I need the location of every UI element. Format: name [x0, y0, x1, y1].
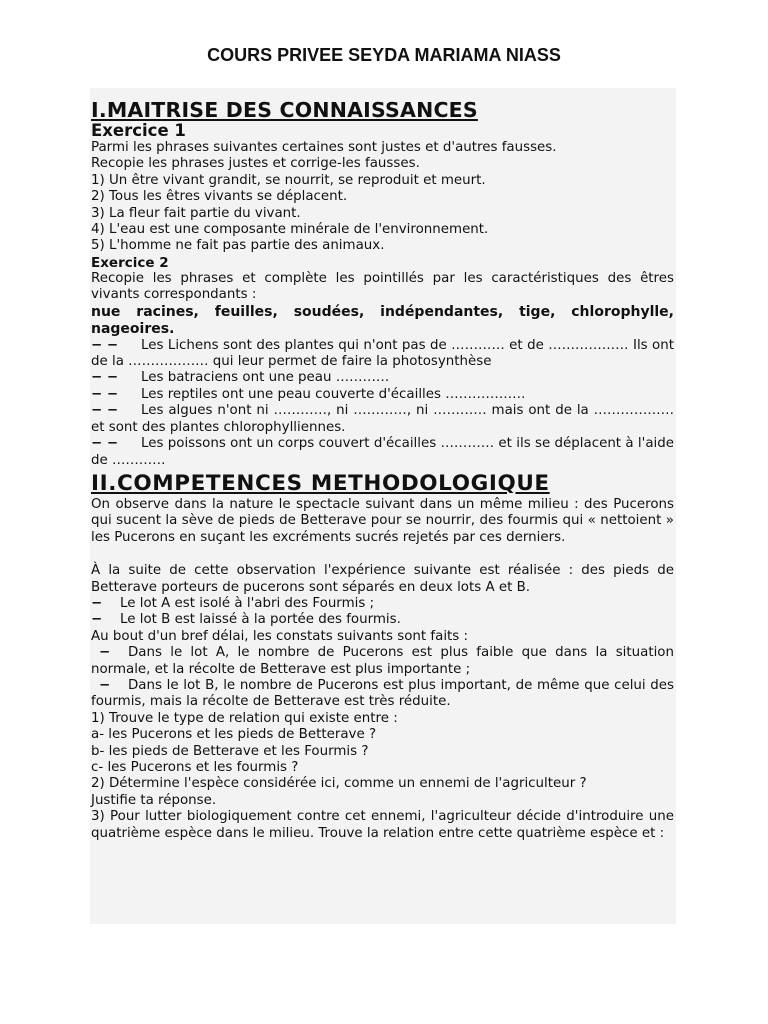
document-body [90, 88, 676, 924]
question-line: Justifie ta réponse. [91, 792, 217, 808]
ex1-line: 1) Un être vivant grandit, se nourrit, se reproduit et meurt. [91, 172, 486, 188]
ex1-line: Recopie les phrases justes et corrige-les fausses. [91, 156, 420, 172]
question-line: a- les Pucerons et les pieds de Betterave ? [91, 727, 377, 743]
lot-item: − Le lot B est laissé à la portée des fourmis. [91, 612, 401, 628]
ex2-intro: Recopie les phrases et complète les pointillés par les caractéristiques des êtres vivants correspondants : [91, 270, 674, 303]
ex1-line: Parmi les phrases suivantes certaines sont justes et d'autres fausses. [91, 140, 557, 155]
ex2-word-list: nue racines, feuilles, soudées, indépendantes, tige, chlorophylle, nageoires. [91, 303, 674, 337]
question-line: c- les Pucerons et les fourmis ? [91, 760, 299, 775]
dash-bullet: − [91, 595, 103, 611]
dash-bullet: − [99, 645, 111, 661]
experiment-paragraph: À la suite de cette observation l'expérience suivante est réalisée : des pieds de Betterave porteurs de pucerons sont séparés en deux lots A et B. [91, 563, 674, 595]
ex2-item: − − Les poissons ont un corps couvert d'écailles ………… et ils se déplacent à l'aide de ………… [91, 436, 674, 468]
dash-bullet: − − [91, 370, 119, 386]
constat-item: − Dans le lot A, le nombre de Pucerons est plus faible que dans la situation normale, et la récolte de Betterave est plus importante ; [91, 645, 674, 677]
question-line: 1) Trouve le type de relation qui existe entre : [91, 710, 398, 726]
dash-bullet: − − [91, 386, 119, 402]
ex1-line: 4) L'eau est une composante minérale de l'environnement. [91, 222, 489, 238]
section-2-title: II.COMPETENCES METHODOLOGIQUE [91, 470, 550, 496]
question-line: b- les pieds de Betterave et les Fourmis ? [91, 743, 369, 759]
dash-bullet: − [91, 612, 103, 628]
ex2-item: − − Les reptiles ont une peau couverte d'écailles ……………… [91, 386, 526, 402]
exercise-1-title: Exercice 1 [91, 121, 186, 140]
ex1-line: 2) Tous les êtres vivants se déplacent. [91, 189, 348, 205]
dash-bullet: − − [91, 403, 119, 419]
constat-item: − Dans le lot B, le nombre de Pucerons est plus important, de même que celui des fourmis, mais la récolte de Betterave est très réduite. [91, 677, 674, 710]
ex1-line: 3) La fleur fait partie du vivant. [91, 205, 301, 221]
question-3: 3) Pour lutter biologiquement contre cet ennemi, l'agriculteur décide d'introduire une quatrième espèce dans le milieu. Trouve la relation entre cette quatrième espèce et : [91, 809, 674, 841]
observation-paragraph: On observe dans la nature le spectacle suivant dans un même milieu : des Pucerons qui sucent la sève de pieds de Betterave pour se nourrir, des fourmis qui « nettoient » les Pucerons en suçant les excréments sucrés rejetés par ces derniers. [91, 496, 674, 545]
ex1-line: 5) L'homme ne fait pas partie des animaux. [91, 238, 385, 254]
constats-intro: Au bout d'un bref délai, les constats suivants sont faits : [91, 628, 469, 644]
section-1-title: I.MAITRISE DES CONNAISSANCES [91, 98, 478, 122]
question-line: 2) Détermine l'espèce considérée ici, comme un ennemi de l'agriculteur ? [91, 776, 587, 792]
exercise-2-title: Exercice 2 [91, 254, 169, 271]
dash-bullet: − − [91, 436, 119, 452]
lot-item: − Le lot A est isolé à l'abri des Fourmis ; [91, 595, 375, 611]
dash-bullet: − − [91, 337, 119, 353]
ex2-item: − − Les Lichens sont des plantes qui n'ont pas de ………… et de ……………… Ils ont de la ……………… qui leur permet de faire la photosynthèse [91, 337, 674, 370]
ex2-item: − − Les batraciens ont une peau ………… [91, 370, 390, 386]
document-title: COURS PRIVEE SEYDA MARIAMA NIASS [207, 45, 561, 65]
dash-bullet: − [99, 677, 111, 693]
ex2-item: − − Les algues n'ont ni …………, ni …………, ni ………… mais ont de la ……………… et sont des plantes chlorophylliennes. [91, 403, 674, 435]
